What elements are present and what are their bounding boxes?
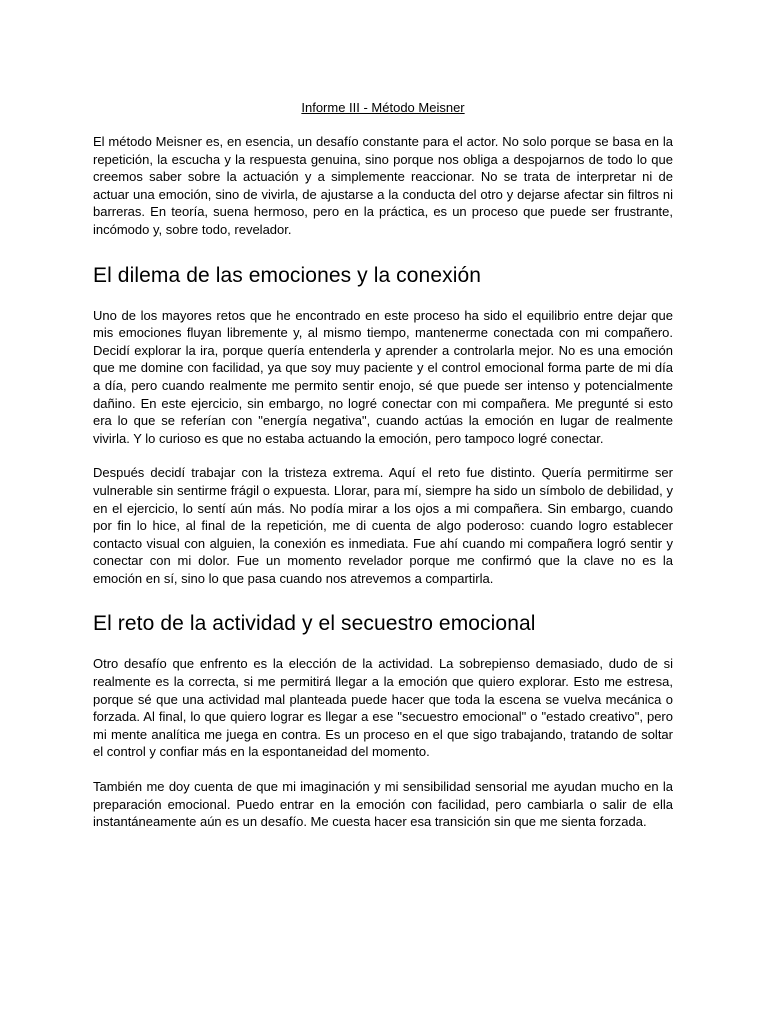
section-2-paragraph-2: También me doy cuenta de que mi imaginación y mi sensibilidad sensorial me ayudan mucho en la preparación emocional. Puedo entrar en la emoción con facilidad, pero cambiarla o salir de ella instantáneamente aún es un desafío. Me cuesta hacer esa transición sin que me sienta forzada. [93,779,673,830]
section-1-paragraph-2: Después decidí trabajar con la tristeza extrema. Aquí el reto fue distinto. Quería permitirme ser vulnerable sin sentirme frágil o expuesta. Llorar, para mí, siempre ha sido un símbolo de debilidad, y en el ejercicio, lo sentí aún más. No podía mirar a los ojos a mi compañera. Sin embargo, cuando por fin lo hice, al final de la repetición, me di cuenta de algo poderoso: cuando logro establecer contacto visual con alguien, la conexión es inmediata. Fue ahí cuando mi compañera logró sentir y conectar con mi dolor. Fue un momento revelador porque me confirmó que la clave no es la emoción en sí, sino lo que pasa cuando nos atrevemos a compartirla. [93,465,673,586]
document-page [93,99,673,848]
section-1-paragraph-1: Uno de los mayores retos que he encontrado en este proceso ha sido el equilibrio entre dejar que mis emociones fluyan libremente y, al mismo tiempo, mantenerme conectada con mi compañero. Decidí explorar la ira, porque quería entenderla y aprender a controlarla mejor. No es una emoción que me domine con facilidad, ya que soy muy paciente y el control emocional forma parte de mi día a día, pero cuando realmente me permito sentir enojo, sé que puede ser intenso y potencialmente dañino. En este ejercicio, sin embargo, no logré conectar con mi compañera. Me pregunté si esto era lo que se referían con "energía negativa", cuando actúas la emoción en lugar de realmente vivirla. Y lo curioso es que no estaba actuando la emoción, pero tampoco logré conectar. [93,307,673,446]
section-2-paragraph-1: Otro desafío que enfrento es la elección de la actividad. La sobrepienso demasiado, dudo de si realmente es la correcta, si me permitirá llegar a la emoción que quiero explorar. Esto me estresa, porque sé que una actividad mal planteada puede hacer que toda la escena se vuelva mecánica o forzada. Al final, lo que quiero lograr es llegar a ese "secuestro emocional" o "estado creativo", pero mi mente analítica me juega en contra. Es un proceso en el que sigo trabajando, tratando de soltar el control y confiar más en la espontaneidad del momento. [93,656,673,760]
section-heading-emociones: El dilema de las emociones y la conexión [93,263,482,287]
section-heading-actividad: El reto de la actividad y el secuestro emocional [93,612,536,636]
intro-paragraph: El método Meisner es, en esencia, un desafío constante para el actor. No solo porque se basa en la repetición, la escucha y la respuesta genuina, sino porque nos obliga a despojarnos de todo lo que creemos saber sobre la actuación y a simplemente reaccionar. No se trata de interpretar ni de actuar una emoción, sino de vivirla, de ajustarse a la conducta del otro y dejarse afectar sin filtros ni barreras. En teoría, suena hermoso, pero en la práctica, es un proceso que puede ser frustrante, incómodo y, sobre todo, revelador. [93,134,673,237]
document-title: Informe III - Método Meisner [301,100,465,115]
